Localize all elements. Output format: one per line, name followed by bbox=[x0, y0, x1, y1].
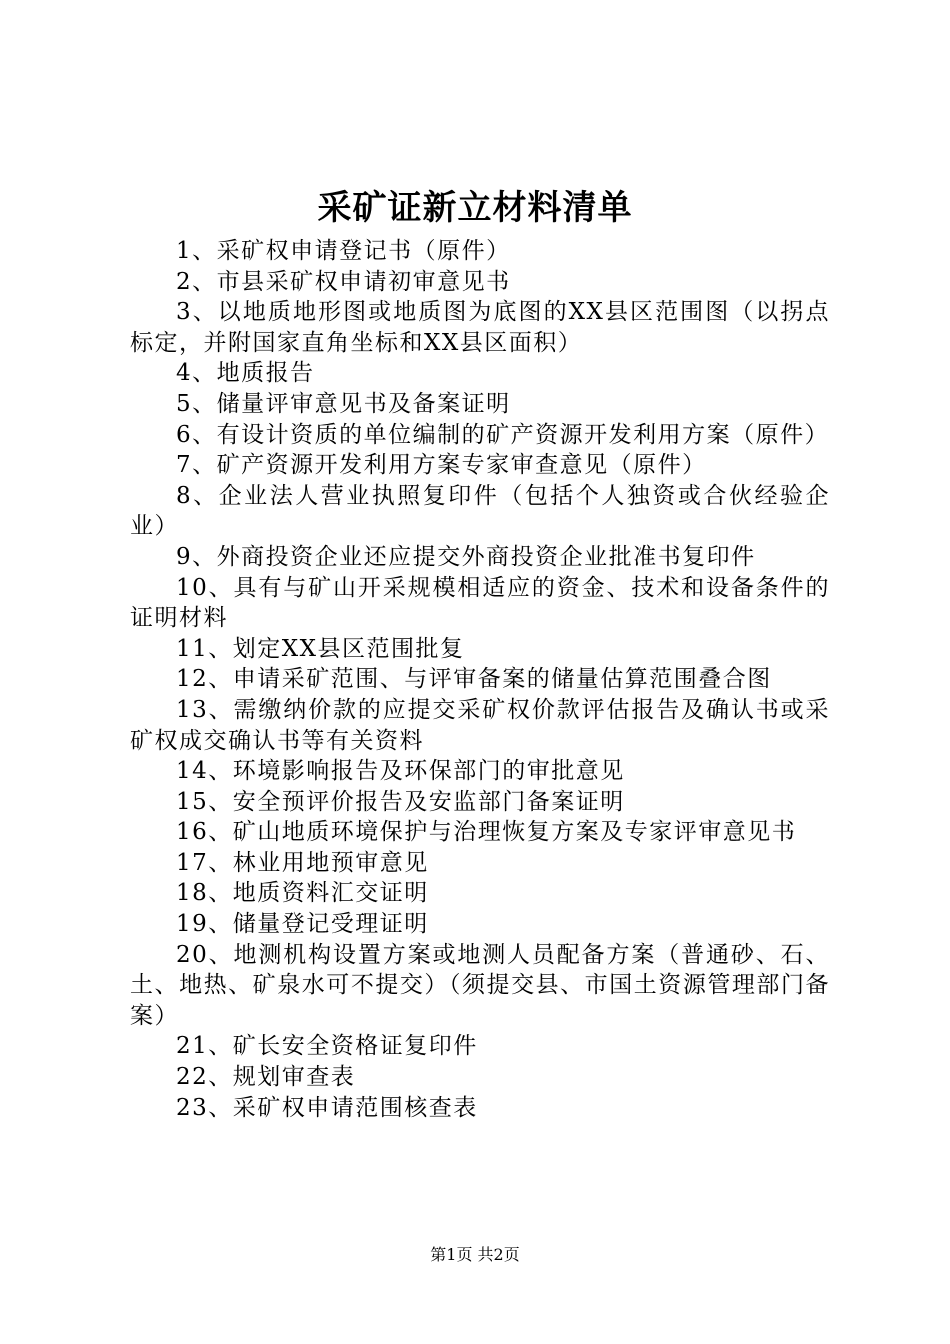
list-item: 10、具有与矿山开采规模相适应的资金、技术和设备条件的证明材料 bbox=[130, 574, 830, 632]
list-item: 1、采矿权申请登记书（原件） bbox=[176, 238, 511, 264]
list-item: 2、市县采矿权申请初审意见书 bbox=[176, 268, 511, 295]
list-item: 8、企业法人营业执照复印件（包括个人独资或合伙经验企业） bbox=[130, 482, 830, 540]
list-item: 20、地测机构设置方案或地测人员配备方案（普通砂、石、土、地热、矿泉水可不提交）（须提交县、市国土资源管理部门备案） bbox=[130, 941, 830, 1029]
list-item: 19、储量登记受理证明 bbox=[176, 911, 429, 938]
page-footer: 第1页 共2页 bbox=[430, 1245, 520, 1264]
list-item: 22、规划审查表 bbox=[176, 1064, 356, 1091]
list-item: 23、采矿权申请范围核查表 bbox=[176, 1094, 478, 1121]
list-item: 16、矿山地质环境保护与治理恢复方案及专家评审意见书 bbox=[176, 819, 797, 846]
document-title: 采矿证新立材料清单 bbox=[317, 188, 633, 228]
list-item: 6、有设计资质的单位编制的矿产资源开发利用方案（原件） bbox=[176, 421, 830, 448]
list-item: 7、矿产资源开发利用方案专家审查意见（原件） bbox=[176, 452, 707, 479]
list-item: 11、划定XX县区范围批复 bbox=[176, 635, 465, 662]
list-item: 5、储量评审意见书及备案证明 bbox=[176, 390, 511, 417]
list-item: 9、外商投资企业还应提交外商投资企业批准书复印件 bbox=[176, 543, 756, 570]
list-item: 4、地质报告 bbox=[176, 360, 315, 387]
list-item: 15、安全预评价报告及安监部门备案证明 bbox=[176, 788, 625, 815]
list-item: 17、林业用地预审意见 bbox=[176, 849, 429, 876]
list-item: 3、以地质地形图或地质图为底图的XX县区范围图（以拐点标定，并附国家直角坐标和XX县区面积） bbox=[130, 299, 830, 356]
list-item: 21、矿长安全资格证复印件 bbox=[176, 1033, 478, 1060]
materials-list bbox=[130, 236, 830, 1123]
list-item: 18、地质资料汇交证明 bbox=[176, 880, 429, 907]
list-item: 13、需缴纳价款的应提交采矿权价款评估报告及确认书或采矿权成交确认书等有关资料 bbox=[130, 696, 830, 754]
list-item: 12、申请采矿范围、与评审备案的储量估算范围叠合图 bbox=[176, 666, 772, 693]
list-item: 14、环境影响报告及环保部门的审批意见 bbox=[176, 758, 625, 785]
